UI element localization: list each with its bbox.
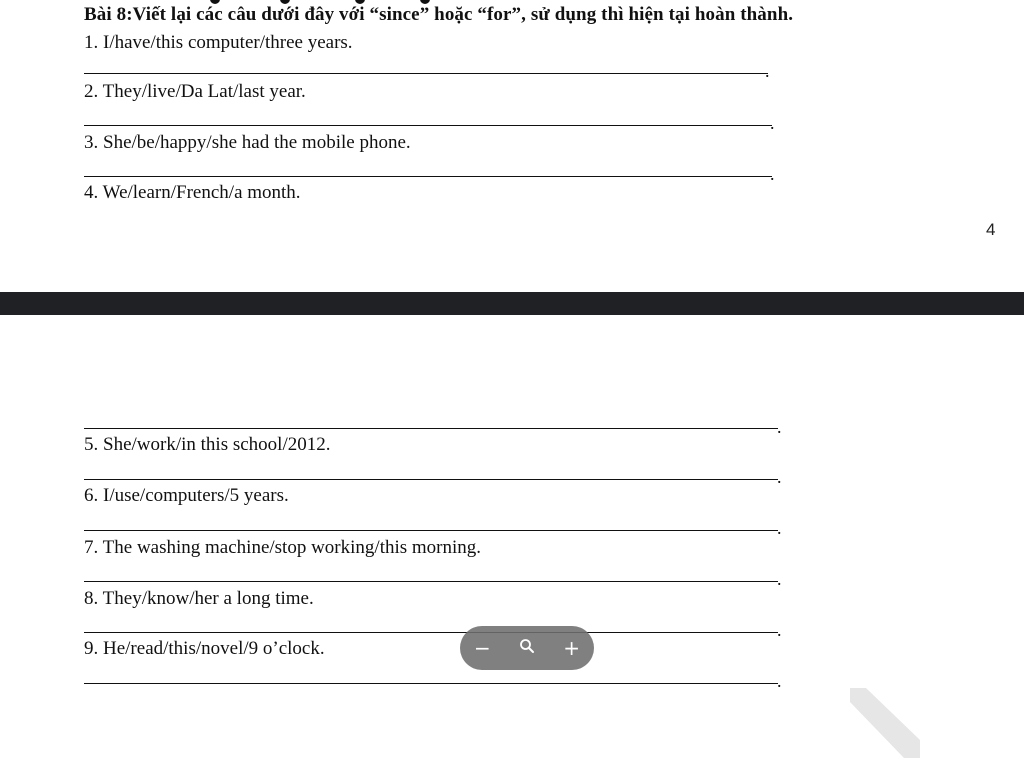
answer-line-end-3: . — [770, 164, 775, 184]
exercise-item-6: 6. I/use/computers/5 years. — [84, 485, 289, 506]
zoom-out-button[interactable]: − — [473, 636, 491, 660]
answer-line-2 — [84, 125, 772, 126]
exercise-item-5: 5. She/work/in this school/2012. — [84, 434, 331, 455]
exercise-item-3: 3. She/be/happy/she had the mobile phone. — [84, 132, 411, 153]
answer-line-end-5: . — [777, 467, 782, 487]
answer-line-end-4: . — [777, 417, 782, 437]
exercise-item-9: 9. He/read/this/novel/9 o’clock. — [84, 638, 325, 659]
exercise-item-8: 8. They/know/her a long time. — [84, 588, 314, 609]
answer-line-8 — [84, 632, 778, 633]
answer-line-6 — [84, 530, 778, 531]
answer-line-9 — [84, 683, 778, 684]
answer-line-end-2: . — [770, 113, 775, 133]
exercise-item-2: 2. They/live/Da Lat/last year. — [84, 81, 306, 102]
exercise-title: Bài 8:Viết lại các câu dưới đây với “since” hoặc “for”, sử dụng thì hiện tại hoàn thành. — [84, 4, 794, 25]
answer-line-end-8: . — [777, 620, 782, 640]
document-page-top — [0, 0, 1024, 292]
answer-line-4 — [84, 428, 778, 429]
answer-line-3 — [84, 176, 772, 177]
page-separator — [0, 292, 1024, 315]
exercise-item-1: 1. I/have/this computer/three years. — [84, 32, 353, 53]
page-number: 4 — [986, 220, 996, 239]
exercise-item-4: 4. We/learn/French/a month. — [84, 182, 301, 203]
zoom-control — [460, 626, 594, 670]
answer-line-5 — [84, 479, 778, 480]
answer-line-1 — [84, 73, 768, 74]
answer-line-end-1: . — [765, 61, 770, 81]
answer-line-end-9: . — [777, 671, 782, 691]
answer-line-end-6: . — [777, 518, 782, 538]
magnifier-icon[interactable] — [510, 638, 544, 658]
zoom-in-button[interactable]: + — [563, 636, 581, 660]
answer-line-end-7: . — [777, 569, 782, 589]
exercise-item-7: 7. The washing machine/stop working/this morning. — [84, 537, 482, 558]
answer-line-7 — [84, 581, 778, 582]
